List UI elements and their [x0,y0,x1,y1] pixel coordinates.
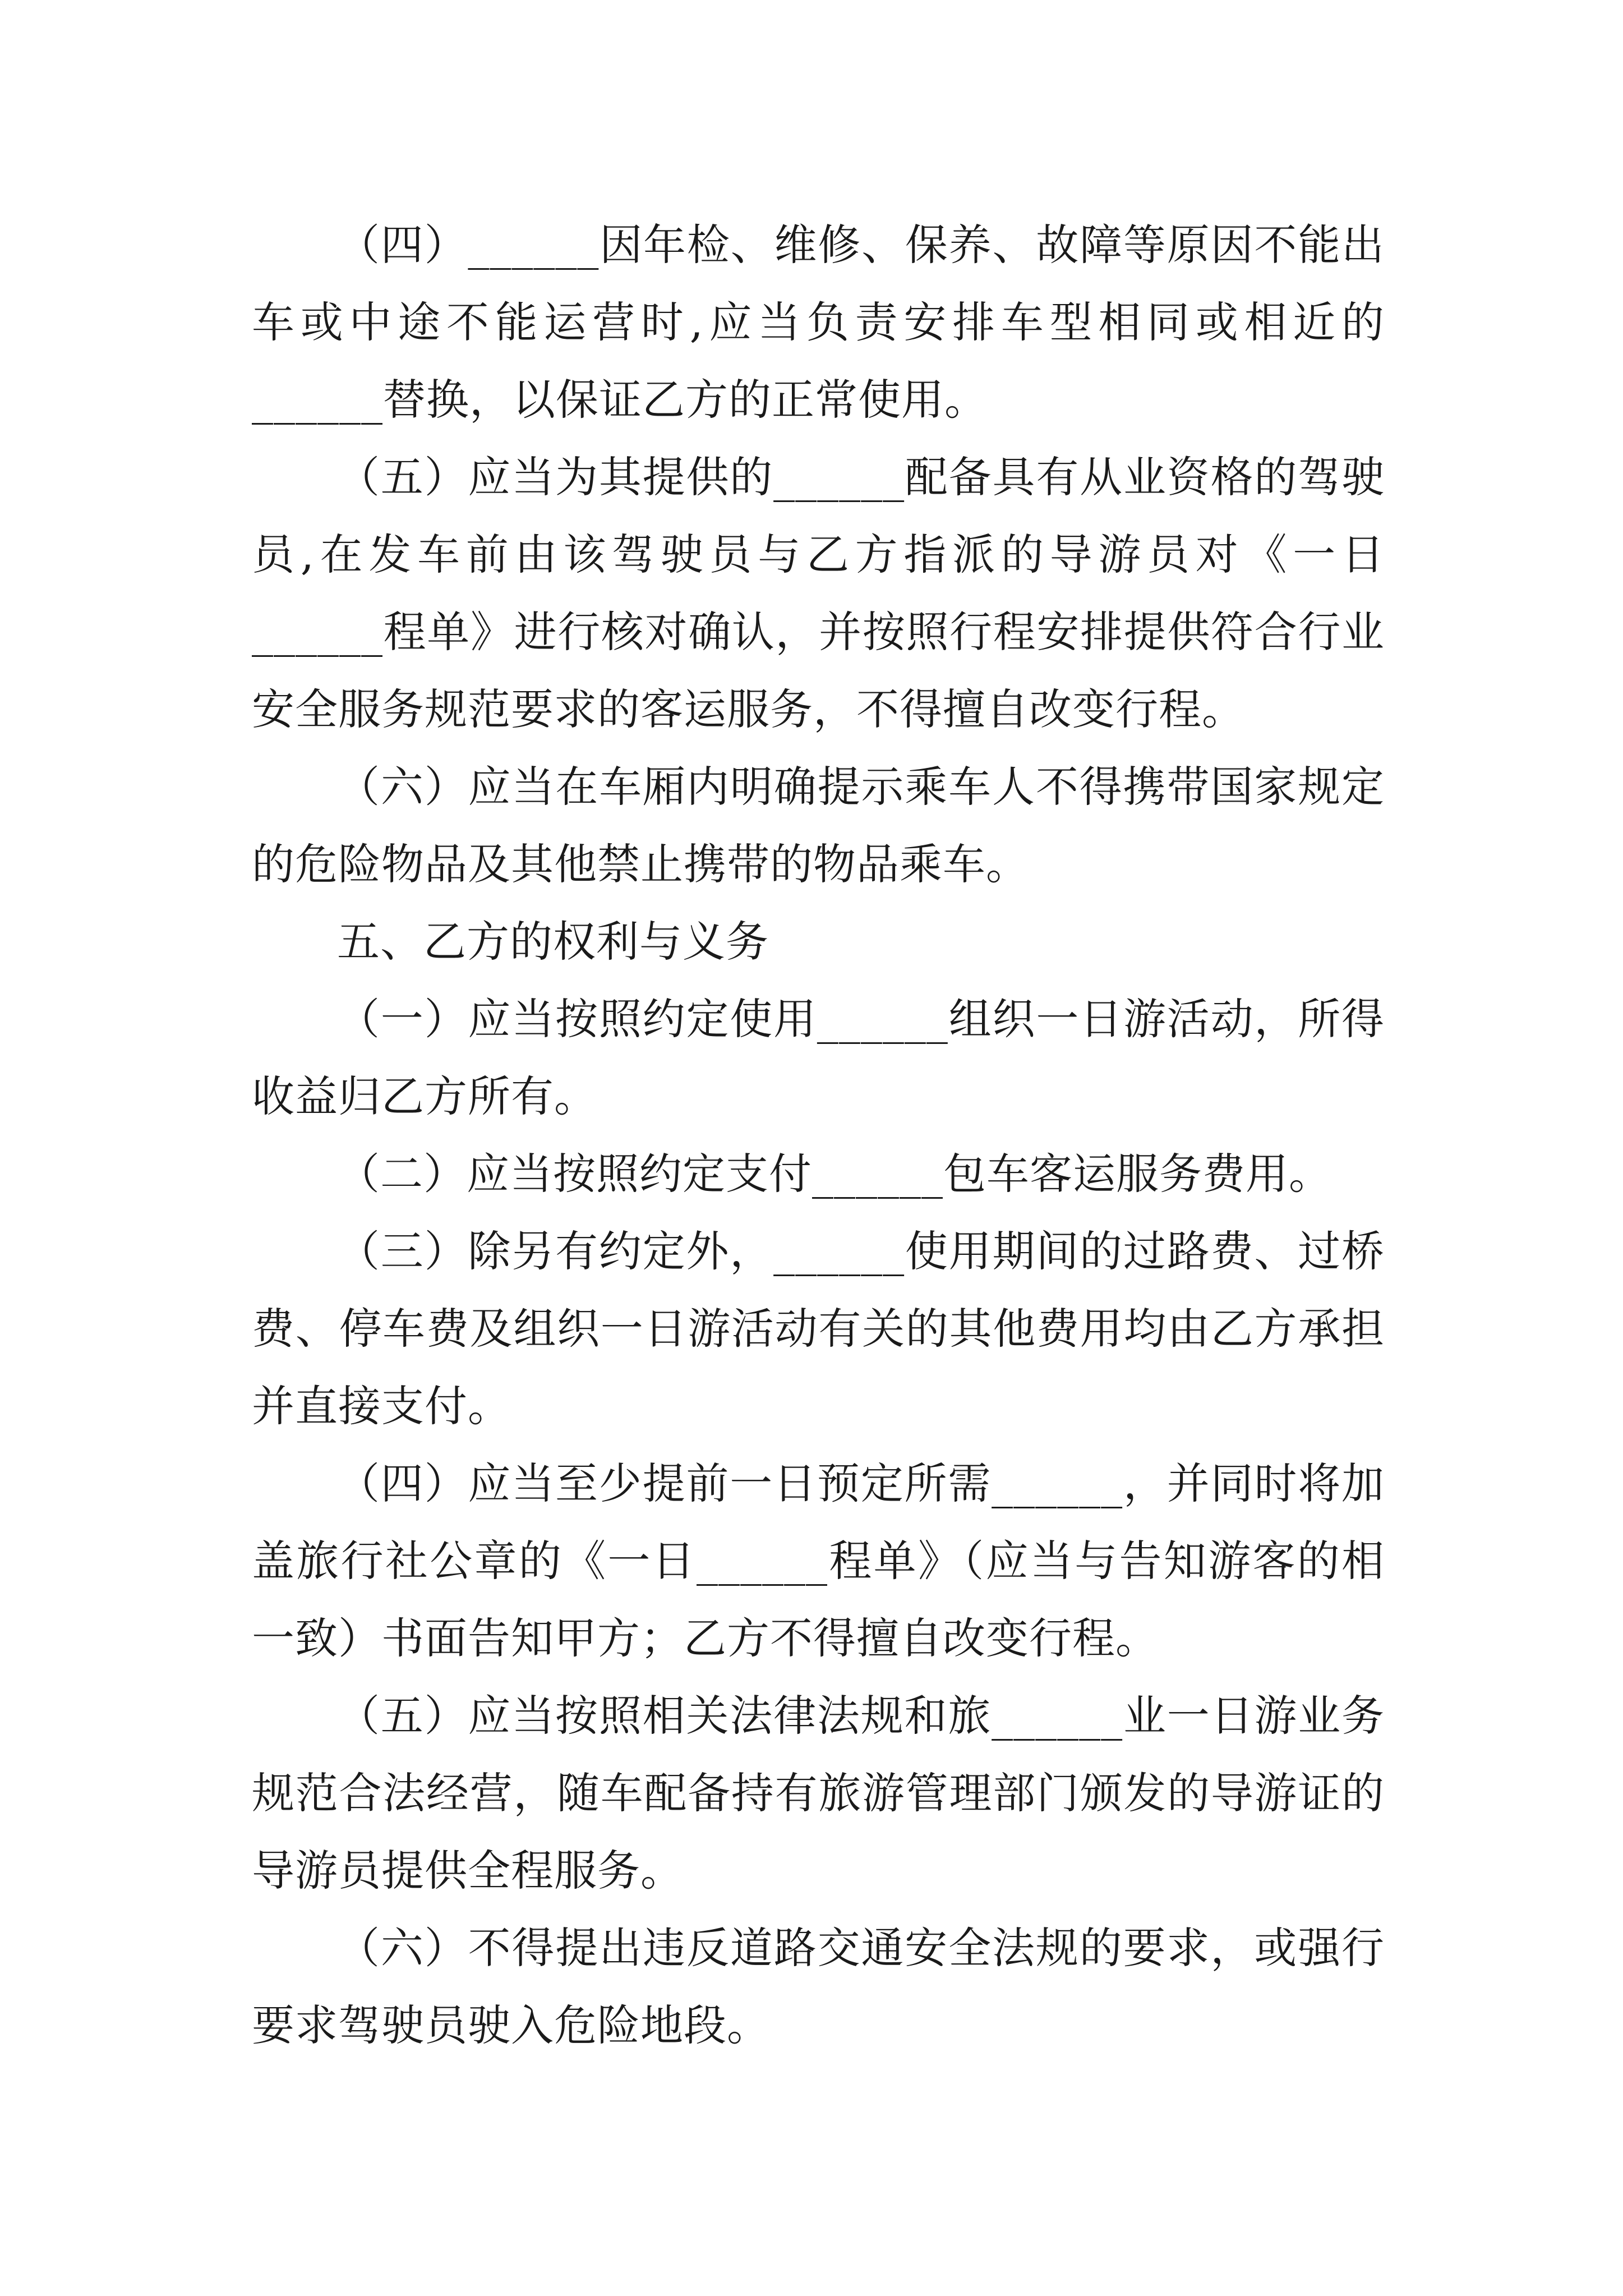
clause-4-vehicle-replacement: （四）______因年检、维修、保养、故障等原因不能出车或中途不能运营时,应当负责安排车型相同或相近的______替换，以保证乙方的正常使用。 [252,220,1385,425]
section-heading-party-b: 五、乙方的权利与义务 [337,917,769,967]
clause-b3-fees: （三）除另有约定外，______使用期间的过路费、过桥费、停车费及组织一日游活动有关的其他费用均由乙方承担并直接支付。 [252,1226,1385,1431]
clause-6-prohibited-items: （六）应当在车厢内明确提示乘车人不得携带国家规定的危险物品及其他禁止携带的物品乘车。 [252,762,1385,889]
document-body [252,206,1385,2064]
clause-b5-compliance: （五）应当按照相关法律法规和旅______业一日游业务规范合法经营，随车配备持有旅游管理部门颁发的导游证的导游员提供全程服务。 [252,1691,1385,1895]
clause-5-driver-service: （五）应当为其提供的______配备具有从业资格的驾驶员,在发车前由该驾驶员与乙方指派的导游员对《一日______程单》进行核对确认，并按照行程安排提供符合行业安全服务规范要求的客运服务，不得擅自改变行程。 [252,452,1385,734]
clause-b6-safety: （六）不得提出违反道路交通安全法规的要求，或强行要求驾驶员驶入危险地段。 [252,1923,1385,2050]
clause-b4-booking: （四）应当至少提前一日预定所需______，并同时将加盖旅行社公章的《一日______程单》（应当与告知游客的相一致）书面告知甲方；乙方不得擅自改变行程。 [252,1458,1385,1663]
clause-b2-payment: （二）应当按照约定支付______包车客运服务费用。 [337,1149,1332,1199]
clause-b1-use: （一）应当按照约定使用______组织一日游活动，所得收益归乙方所有。 [252,994,1385,1121]
